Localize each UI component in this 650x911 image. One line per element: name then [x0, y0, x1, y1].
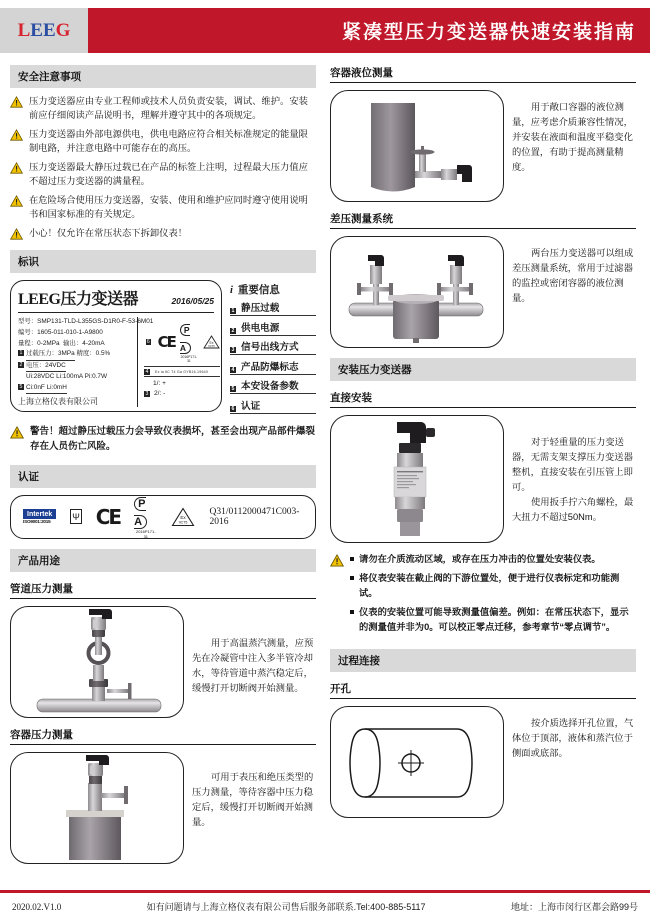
direct-install-text-2: 使用扳手拧六角螺栓，最大扭力不超过50Nm。 — [512, 497, 634, 523]
callout-number: 4 — [231, 366, 235, 373]
callout-number-2: 2 — [19, 361, 23, 368]
safety-notice-list — [10, 95, 316, 240]
vessel-pressure-subhead: 容器压力测量 — [10, 728, 73, 741]
nameplate-header — [18, 286, 214, 313]
safety-notice-text: 压力变送器应由专业工程师或技术人员负责安装，调试、维护。安装前应仔细阅读产品说明书，理解并遵守其中的各项规定。 — [29, 96, 308, 120]
divider — [144, 366, 220, 367]
nameplate-terminal-1: 1/: + — [153, 380, 167, 388]
legend-item-label: 本安设备参数 — [241, 381, 299, 393]
legend-item-label: 认证 — [241, 400, 261, 412]
safety-notice-item — [10, 161, 316, 189]
page-title: 紧凑型压力变送器快速安装指南 — [341, 22, 636, 43]
certification-box — [10, 495, 316, 539]
level-measure-figure-row — [330, 90, 636, 202]
install-bullet-text: 仪表的安装位置可能导致测量值偏差。例如：在常压状态下，显示的测量值并非为0。可以校正零点迁移，参考章节“零点调节”。 — [359, 607, 629, 632]
direct-install-subhead: 直接安装 — [330, 392, 372, 404]
vessel-pressure-figure-row — [10, 752, 316, 864]
info-icon: i — [230, 285, 233, 297]
nameplate-range-row: 量程：0-2MPa 输出：4-20mA — [18, 339, 105, 347]
install-bullet-text: 将仪表安装在截止阀的下游位置处，便于进行仪表标定和功能测试。 — [359, 573, 620, 598]
direct-install-text-1: 对于轻重量的压力变送器，无需支架支撑压力变送器整机，直接安装在引压管上即可。 — [512, 437, 633, 493]
nameplate-serial-row: 编号：1605-011-010-1-A9800 — [18, 329, 103, 336]
warning-triangle-icon — [10, 426, 24, 439]
safety-notice-text: 压力变送器最大静压过载已在产品的标签上注明，过程最大压力值应不超过压力变送器的满量程。 — [29, 161, 308, 186]
nameplate-brand: LEEG压力变送器 — [18, 291, 138, 309]
safety-notice-text: 压力变送器由外部电源供电，供电电路应符合相关标准规定的能量限制电路，并注意电路中可能存在的高压。 — [29, 128, 308, 153]
diff-pressure-text: 两台压力变送器可以组成差压测量系统，常用于过滤器的监控或密闭容器的液位测量。 — [512, 248, 634, 304]
nameplate-company: 上海立格仪表有限公司 — [18, 397, 98, 407]
divider — [330, 228, 636, 229]
ex-triangle-icon — [171, 507, 195, 527]
nameplate-serial-value: 1605-011-010-1-A9800 — [37, 329, 103, 336]
nameplate-range-value: 0-2MPa — [37, 339, 60, 347]
svg-text:Ex: Ex — [180, 514, 187, 520]
install-bullet-item — [350, 571, 636, 600]
bullet-square-icon — [350, 557, 354, 561]
pa-mark-code: 2016P171-31 — [136, 529, 156, 540]
header-banner — [88, 8, 650, 53]
nameplate-voltage-value: 24VDC — [45, 361, 66, 369]
legend-item — [230, 398, 316, 414]
pa-mark-code: 2016P171-31 — [180, 355, 198, 364]
legend-item — [230, 300, 316, 316]
nameplate-accuracy-value: 0.5% — [95, 350, 111, 358]
legend-item-label: 供电电源 — [241, 322, 280, 334]
nameplate-overload-row: 1 过载压力：3MPa 精度：0.5% — [18, 349, 133, 361]
nameplate-ci-li-row — [18, 383, 133, 395]
safety-notice-item — [10, 95, 316, 123]
nameplate-cert-marks — [144, 317, 220, 365]
level-measure-diagram — [330, 90, 504, 202]
nameplate-marks — [142, 317, 220, 407]
ex-triangle-icon — [203, 335, 220, 349]
nameplate-ex-marking: Ex ia ⅡC T4 Ga GYB16.1964X — [155, 370, 209, 375]
diff-pressure-figure-row — [330, 236, 636, 348]
safety-section-band: 安全注意事项 — [10, 65, 316, 88]
warning-triangle-icon — [330, 554, 344, 639]
callout-number: 3 — [231, 347, 235, 354]
pa-mark-icon: P A 2016P171-31 — [179, 325, 198, 364]
divider — [10, 744, 316, 745]
warning-triangle-icon — [10, 129, 23, 141]
svg-text:Ex: Ex — [209, 340, 214, 345]
ul-mark-icon: Ψ — [70, 509, 81, 524]
svg-text:IICT5: IICT5 — [208, 344, 215, 348]
bullet-square-icon — [350, 610, 354, 614]
drilling-figure-row — [330, 706, 636, 818]
safety-notice-item — [10, 128, 316, 156]
legend-item — [230, 320, 316, 336]
divider — [330, 82, 636, 83]
logo-text: LEEG — [17, 19, 71, 41]
nameplate-overload-value: 3MPa — [57, 350, 75, 358]
nameplate-output-value: 4-20mA — [82, 339, 105, 347]
divider — [330, 407, 636, 408]
marking-section-band: 标识 — [10, 250, 316, 273]
warning-triangle-icon — [10, 228, 23, 240]
legend-title: i 重要信息 — [230, 284, 280, 297]
legend-item-label: 产品防爆标志 — [241, 361, 299, 373]
nameplate-model-value: SMP131-TLD-L355GS-D1R0-F-53-6M01 — [37, 318, 154, 326]
warning-triangle-icon — [10, 96, 23, 108]
page-header — [0, 8, 650, 53]
footer-address: 地址：上海市闵行区都会路99号 — [510, 902, 638, 911]
install-section-band: 安装压力变送器 — [330, 358, 636, 381]
brand-logo — [0, 8, 88, 53]
callout-number: 2 — [231, 327, 235, 334]
process-section-band: 过程连接 — [330, 649, 636, 672]
safety-notice-text: 小心！仅允许在常压状态下拆卸仪表！ — [29, 227, 188, 238]
important-info-legend — [230, 280, 316, 417]
usage-section-band: 产品用途 — [10, 549, 316, 572]
divider — [330, 698, 636, 699]
pipe-pressure-subhead: 管道压力测量 — [10, 582, 73, 595]
legend-item-label: 静压过载 — [241, 303, 280, 315]
pipe-pressure-diagram — [10, 606, 184, 718]
direct-install-diagram — [330, 415, 504, 543]
nameplate-voltage-row: 2 电压：24VDC — [18, 361, 133, 373]
ce-mark-icon: CE — [95, 504, 121, 529]
safety-notice-item — [10, 227, 316, 241]
direct-install-figure-row — [330, 415, 636, 543]
right-column — [330, 65, 636, 864]
nameplate-specs — [18, 317, 154, 407]
safety-notice-item — [10, 194, 316, 222]
nameplate-date: 2016/05/25 — [171, 296, 214, 307]
callout-number-1: 1 — [19, 350, 23, 357]
nameplate-terminal-row — [144, 389, 220, 399]
callout-number-4: 4 — [145, 369, 149, 376]
legend-item — [230, 359, 316, 375]
legend-item-label: 信号出线方式 — [241, 342, 299, 354]
divider — [10, 598, 316, 599]
level-measure-subhead: 容器液位测量 — [330, 67, 393, 79]
warning-triangle-icon — [10, 162, 23, 174]
intertek-logo: Intertek ISO9001:2015 — [23, 509, 56, 524]
callout-number-5: 5 — [19, 383, 23, 390]
overload-warning — [10, 425, 316, 454]
drilling-subhead: 开孔 — [330, 683, 351, 696]
drilling-diagram — [330, 706, 504, 818]
pipe-pressure-figure-row — [10, 606, 316, 718]
nameplate-product-type: 压力变送器 — [60, 291, 138, 309]
pipe-pressure-text: 用于高温蒸汽测量，应预先在冷凝管中注入多半管冷却水，等待管道中蒸汽稳定后，缓慢打开切断阀开始测量。 — [192, 637, 314, 694]
nameplate-ia-params: Ui:28VDC Li:100mA Pi:0.7W — [26, 373, 107, 381]
install-bullet-text: 请勿在介质流动区域，或存在压力冲击的位置处安装仪表。 — [359, 554, 601, 564]
callout-number: 6 — [231, 405, 235, 412]
callout-number: 5 — [231, 386, 235, 393]
install-warning-block — [330, 552, 636, 639]
product-nameplate — [10, 280, 222, 412]
nameplate-area — [10, 280, 316, 417]
pa-mark-icon: P A 2016P171-31 — [134, 498, 156, 540]
nameplate-ci-li-value: Ci:0nF Li:0mH — [26, 383, 67, 395]
warning-triangle-icon — [10, 195, 23, 207]
install-bullet-list — [350, 552, 636, 639]
cert-section-band: 认证 — [10, 465, 316, 488]
divider — [144, 376, 220, 377]
vessel-pressure-text: 可用于表压和绝压类型的压力测量，等待容器中压力稳定后，缓慢打开切断阀开始测量。 — [192, 771, 314, 828]
footer-version: 2020.02.V1.0 — [12, 901, 62, 911]
legend-item — [230, 378, 316, 394]
intertek-standard: ISO9001:2015 — [23, 519, 51, 525]
diff-pressure-diagram — [330, 236, 504, 348]
callout-number-3: 3 — [145, 391, 149, 398]
cert-code: Q31/0112000471C003-2016 — [209, 506, 300, 527]
level-measure-text: 用于敞口容器的液位测量，应考虑介质兼容性情况，并安装在液面和温度平稳变化的位置，有助于提高测量精度。 — [512, 102, 633, 173]
page-footer — [0, 890, 650, 911]
install-bullet-item — [350, 552, 636, 566]
callout-number: 1 — [231, 308, 235, 315]
nameplate-model-row: 型号：SMP131-TLD-L355GS-D1R0-F-53-6M01 — [18, 318, 154, 326]
install-bullet-item — [350, 605, 636, 634]
safety-notice-text: 在危险场合使用压力变送器，安装、使用和维护应同时遵守使用说明书和国家标准的有关规定。 — [29, 194, 308, 219]
callout-number-6: 6 — [146, 338, 150, 345]
bullet-square-icon — [350, 576, 354, 580]
footer-contact: 如有问题请与上海立格仪表有限公司售后服务部联系.Tel:400-885-5117 — [146, 902, 426, 911]
left-column — [10, 65, 316, 864]
nameplate-terminal-2: 2/: - — [154, 390, 166, 398]
vessel-pressure-diagram — [10, 752, 184, 864]
nameplate-ex-row — [144, 369, 220, 375]
document-page — [0, 8, 650, 911]
legend-item — [230, 339, 316, 355]
ce-mark-icon: CE — [157, 332, 175, 351]
svg-text:IICT5: IICT5 — [179, 520, 188, 525]
drilling-text: 按介质选择开孔位置，气体位于顶部，液体和蒸汽位于侧面或底部。 — [512, 718, 634, 759]
overload-warning-text: 警告！超过静压过载压力会导致仪表损坏，甚至会出现产品部件爆裂存在人员伤亡风险。 — [30, 426, 316, 453]
diff-pressure-subhead: 差压测量系统 — [330, 213, 393, 225]
